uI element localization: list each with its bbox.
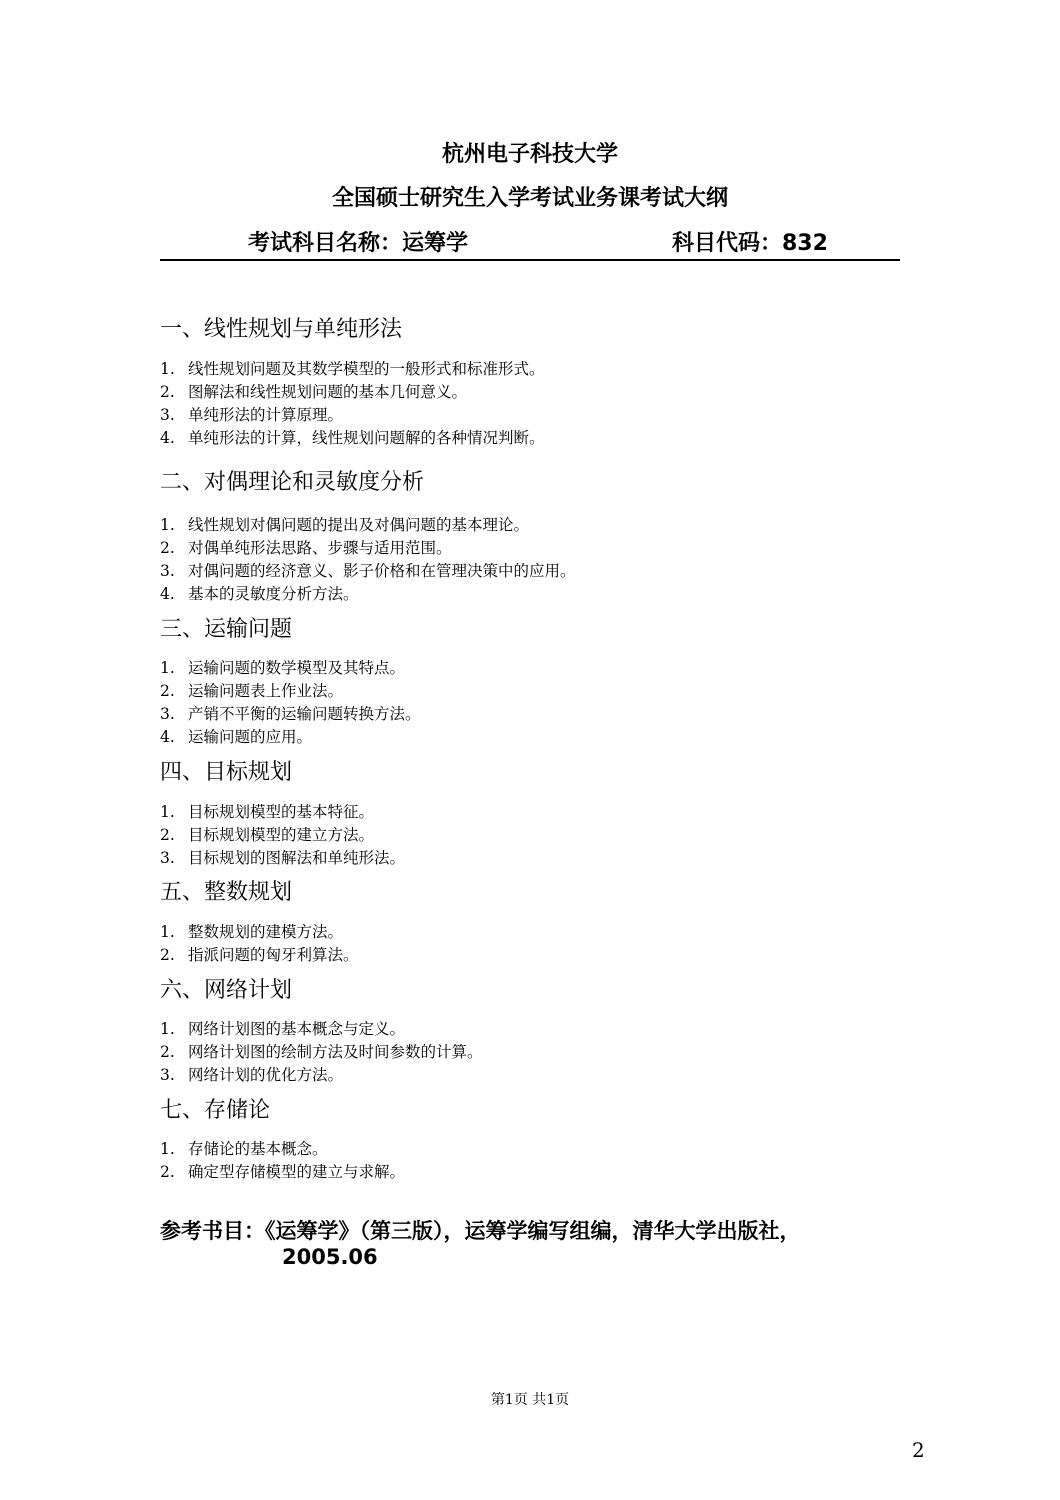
page-footer: 第1页 共1页	[490, 1392, 570, 1408]
list-item	[160, 427, 545, 449]
subject-name: 考试科目名称：运筹学	[248, 231, 469, 256]
list-item	[160, 847, 405, 869]
list-item	[160, 560, 576, 582]
list-item	[160, 703, 421, 725]
item-number: 2.	[160, 539, 175, 557]
item-number: 4.	[160, 585, 175, 603]
list-item	[160, 1138, 328, 1160]
item-number: 1.	[160, 360, 175, 378]
subject-info-row	[160, 229, 900, 261]
list-item	[160, 404, 343, 426]
item-text: 运输问题表上作业法。	[188, 682, 344, 700]
item-number: 1.	[160, 1140, 175, 1158]
item-text: 网络计划图的绘制方法及时间参数的计算。	[188, 1043, 483, 1061]
item-number: 3.	[160, 562, 175, 580]
item-text: 产销不平衡的运输问题转换方法。	[188, 705, 421, 723]
reference-line-2: 2005.06	[282, 1245, 378, 1269]
item-number: 1.	[160, 659, 175, 677]
section-heading: 二、对偶理论和灵敏度分析	[160, 470, 425, 495]
item-text: 整数规划的建模方法。	[188, 923, 344, 941]
section-heading: 六、网络计划	[160, 978, 293, 1003]
item-number: 4.	[160, 728, 175, 746]
list-item	[160, 921, 343, 943]
item-number: 4.	[160, 429, 175, 447]
item-number: 3.	[160, 849, 175, 867]
item-number: 3.	[160, 406, 175, 424]
reference-book	[160, 1218, 920, 1270]
item-number: 1.	[160, 923, 175, 941]
item-text: 运输问题的数学模型及其特点。	[188, 659, 406, 677]
item-text: 目标规划模型的建立方法。	[188, 826, 375, 844]
item-text: 线性规划问题及其数学模型的一般形式和标准形式。	[188, 360, 545, 378]
section-heading: 四、目标规划	[160, 760, 293, 785]
list-item	[160, 1041, 483, 1063]
item-number: 2.	[160, 1043, 175, 1061]
item-text: 单纯形法的计算，线性规划问题解的各种情况判断。	[188, 429, 545, 447]
list-item	[160, 680, 343, 702]
item-number: 3.	[160, 1066, 175, 1084]
item-text: 确定型存储模型的建立与求解。	[188, 1163, 406, 1181]
item-text: 指派问题的匈牙利算法。	[188, 946, 359, 964]
list-item	[160, 381, 467, 403]
item-text: 对偶单纯形法思路、步骤与适用范围。	[188, 539, 452, 557]
document-title: 全国硕士研究生入学考试业务课考试大纲	[331, 186, 728, 211]
item-text: 存储论的基本概念。	[188, 1140, 328, 1158]
reference-line-1: 参考书目：《运筹学》（第三版），运筹学编写组编，清华大学出版社，	[160, 1219, 801, 1243]
list-item	[160, 657, 405, 679]
list-item	[160, 1018, 405, 1040]
list-item	[160, 824, 374, 846]
item-text: 单纯形法的计算原理。	[188, 406, 344, 424]
page-number: 2	[912, 1438, 925, 1462]
section-heading: 七、存储论	[160, 1098, 271, 1123]
item-number: 1.	[160, 516, 175, 534]
list-item	[160, 1161, 405, 1183]
item-number: 1.	[160, 1020, 175, 1038]
university-name: 杭州电子科技大学	[441, 142, 618, 167]
item-number: 1.	[160, 803, 175, 821]
item-number: 3.	[160, 705, 175, 723]
item-number: 2.	[160, 383, 175, 401]
list-item	[160, 944, 359, 966]
item-text: 目标规划模型的基本特征。	[188, 803, 375, 821]
list-item	[160, 583, 359, 605]
item-text: 图解法和线性规划问题的基本几何意义。	[188, 383, 468, 401]
list-item	[160, 514, 529, 536]
list-item	[160, 537, 452, 559]
subject-code: 科目代码：832	[672, 231, 828, 256]
item-text: 网络计划图的基本概念与定义。	[188, 1020, 406, 1038]
section-heading: 一、线性规划与单纯形法	[160, 317, 403, 342]
item-number: 2.	[160, 1163, 175, 1181]
section-heading: 五、整数规划	[160, 880, 293, 905]
item-text: 运输问题的应用。	[188, 728, 313, 746]
list-item	[160, 1064, 343, 1086]
section-heading: 三、运输问题	[160, 617, 293, 642]
item-number: 2.	[160, 826, 175, 844]
item-text: 对偶问题的经济意义、影子价格和在管理决策中的应用。	[188, 562, 576, 580]
list-item	[160, 801, 374, 823]
item-text: 目标规划的图解法和单纯形法。	[188, 849, 406, 867]
item-text: 网络计划的优化方法。	[188, 1066, 344, 1084]
list-item	[160, 358, 545, 380]
item-number: 2.	[160, 946, 175, 964]
item-number: 2.	[160, 682, 175, 700]
item-text: 基本的灵敏度分析方法。	[188, 585, 359, 603]
item-text: 线性规划对偶问题的提出及对偶问题的基本理论。	[188, 516, 530, 534]
list-item	[160, 726, 312, 748]
